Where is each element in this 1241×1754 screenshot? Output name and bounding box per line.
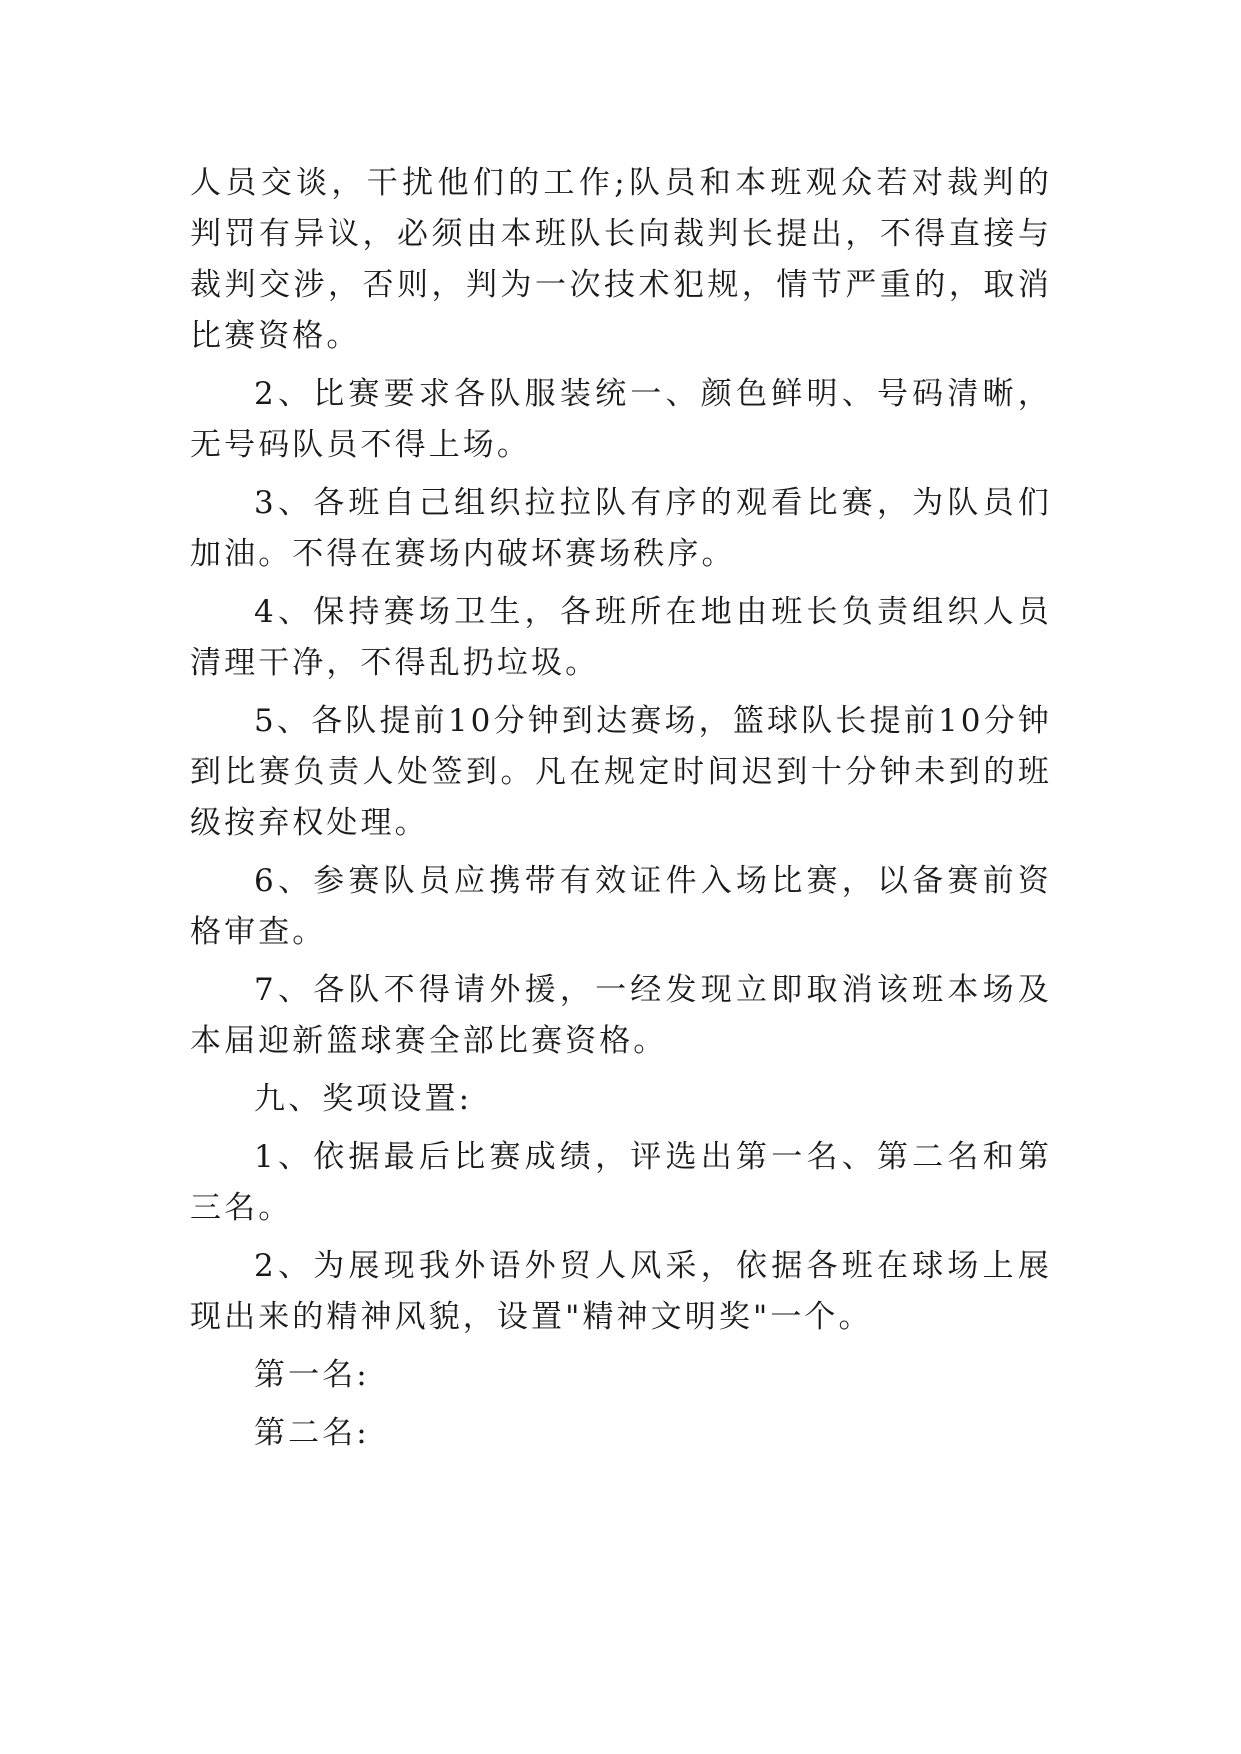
- paragraph-award-2-spirit: 2、为展现我外语外贸人风采，依据各班在球场上展现出来的精神风貌，设置"精神文明奖"一个。: [190, 1248, 1052, 1335]
- paragraph-rule-6-id: 6、参赛队员应携带有效证件入场比赛，以备赛前资格审查。: [190, 863, 1052, 950]
- paragraph-rule-4-hygiene: 4、保持赛场卫生，各班所在地由班长负责组织人员清理干净，不得乱扔垃圾。: [190, 594, 1052, 681]
- paragraph-rule-5-checkin: 5、各队提前10分钟到达赛场，篮球队长提前10分钟到比赛负责人处签到。凡在规定时间迟到十分钟未到的班级按弃权处理。: [190, 703, 1052, 841]
- second-place-label: 第二名:: [254, 1415, 370, 1451]
- paragraph-award-1-ranking: 1、依据最后比赛成绩，评选出第一名、第二名和第三名。: [190, 1139, 1052, 1226]
- paragraph-rule-2-uniform: 2、比赛要求各队服装统一、颜色鲜明、号码清晰，无号码队员不得上场。: [190, 376, 1052, 463]
- document-body: [190, 158, 1052, 1466]
- paragraph-rule-7-no-outsiders: 7、各队不得请外援，一经发现立即取消该班本场及本届迎新篮球赛全部比赛资格。: [190, 972, 1052, 1059]
- paragraph-rules-continued: 人员交谈，干扰他们的工作;队员和本班观众若对裁判的判罚有异议，必须由本班队长向裁判长提出，不得直接与裁判交涉，否则，判为一次技术犯规，情节严重的，取消比赛资格。: [190, 165, 1052, 354]
- paragraph-rule-3-cheering: 3、各班自己组织拉拉队有序的观看比赛，为队员们加油。不得在赛场内破坏赛场秩序。: [190, 485, 1052, 572]
- first-place-label: 第一名:: [254, 1357, 370, 1393]
- section-heading-awards: 九、奖项设置:: [254, 1081, 473, 1117]
